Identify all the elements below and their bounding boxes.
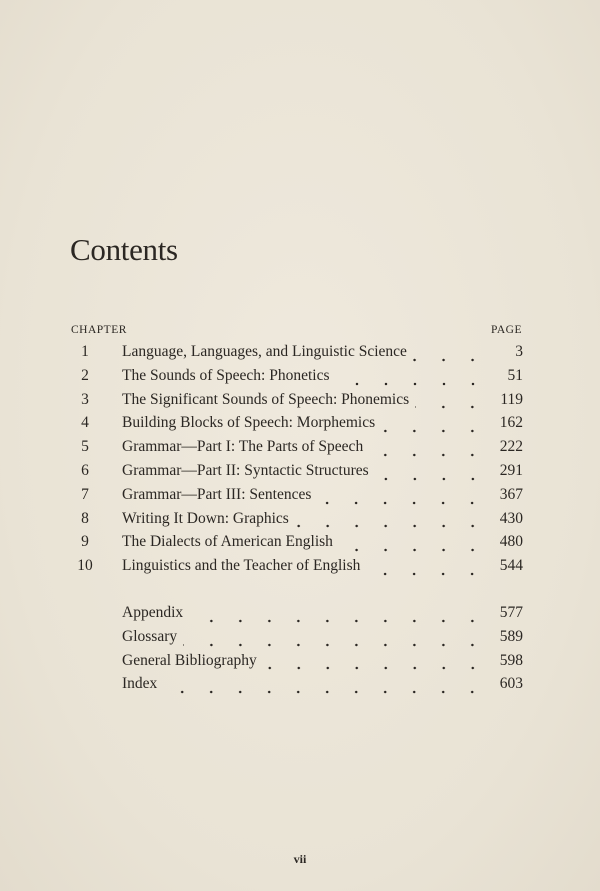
chapter-column-header: CHAPTER	[71, 324, 127, 336]
entry-page-number: 3	[515, 343, 523, 360]
entry-title: Glossary	[122, 627, 178, 645]
toc-entry[interactable]	[70, 367, 523, 391]
entry-title: Index	[122, 675, 158, 693]
dot-leader	[263, 666, 487, 670]
page-number: vii	[293, 852, 307, 866]
entry-title: The Significant Sounds of Speech: Phonemics	[122, 390, 410, 408]
dot-leader	[413, 358, 487, 362]
chapter-number: 10	[77, 557, 93, 575]
entry-page-number: 589	[499, 627, 523, 645]
toc-entry[interactable]	[70, 557, 523, 581]
dot-leader	[375, 477, 487, 481]
entry-page-number: 291	[499, 461, 523, 479]
dot-leader	[369, 453, 487, 457]
toc-entry[interactable]	[70, 675, 523, 699]
dot-leader	[381, 429, 487, 433]
chapter-number: 2	[81, 366, 89, 384]
chapter-number: 9	[81, 533, 89, 551]
entry-page-number: 51	[507, 366, 523, 384]
dot-leader	[415, 405, 487, 409]
entry-page-number: 480	[499, 533, 523, 551]
dot-leader	[189, 619, 487, 623]
entry-page-number: 430	[499, 509, 523, 527]
toc-entry[interactable]	[70, 462, 523, 486]
entry-title: The Dialects of American English	[122, 533, 333, 551]
toc-entry[interactable]	[70, 510, 523, 534]
entry-page-number: 119	[500, 390, 523, 408]
chapter-number: 7	[81, 485, 89, 503]
entry-page-number: 162	[499, 414, 523, 432]
toc-entry[interactable]	[70, 343, 523, 367]
entry-page-number: 598	[499, 651, 523, 669]
chapter-number: 8	[81, 509, 89, 527]
toc-entry[interactable]	[70, 533, 523, 557]
dot-leader	[336, 382, 487, 386]
toc-entry[interactable]	[70, 391, 523, 415]
chapter-number: 6	[81, 461, 89, 479]
entry-title: Grammar—Part II: Syntactic Structures	[122, 461, 369, 479]
page-title: Contents	[70, 232, 178, 267]
chapter-number: 5	[81, 438, 89, 456]
entry-title: Writing It Down: Graphics	[122, 509, 289, 527]
entry-page-number: 222	[499, 438, 523, 456]
entry-page-number: 367	[499, 485, 523, 503]
dot-leader	[295, 524, 487, 528]
dot-leader	[183, 643, 487, 647]
dot-leader	[366, 572, 487, 576]
chapter-number: 3	[81, 390, 89, 408]
chapter-list	[70, 343, 523, 581]
entry-page-number: 577	[499, 604, 523, 621]
entry-title: Building Blocks of Speech: Morphemics	[122, 414, 376, 432]
dot-leader	[339, 548, 487, 552]
toc-entry[interactable]	[70, 604, 523, 628]
back-matter-list	[70, 604, 523, 699]
toc-entry[interactable]	[70, 486, 523, 510]
entry-title: Language, Languages, and Linguistic Science	[122, 343, 407, 360]
entry-title: Linguistics and the Teacher of English	[122, 557, 361, 575]
dot-leader	[163, 690, 487, 694]
entry-title: Grammar—Part I: The Parts of Speech	[122, 438, 364, 456]
toc-entry[interactable]	[70, 438, 523, 462]
entry-title: Grammar—Part III: Sentences	[122, 485, 312, 503]
entry-title: General Bibliography	[122, 651, 257, 669]
entry-page-number: 603	[499, 675, 523, 693]
toc-entry[interactable]	[70, 414, 523, 438]
page-column-header: PAGE	[491, 324, 522, 336]
entry-title: The Sounds of Speech: Phonetics	[122, 366, 330, 384]
entry-title: Appendix	[122, 604, 184, 621]
entry-page-number: 544	[499, 557, 523, 575]
toc-entry[interactable]	[70, 628, 523, 652]
chapter-number: 4	[81, 414, 89, 432]
toc-entry[interactable]	[70, 652, 523, 676]
chapter-number: 1	[81, 343, 89, 360]
dot-leader	[317, 501, 487, 505]
